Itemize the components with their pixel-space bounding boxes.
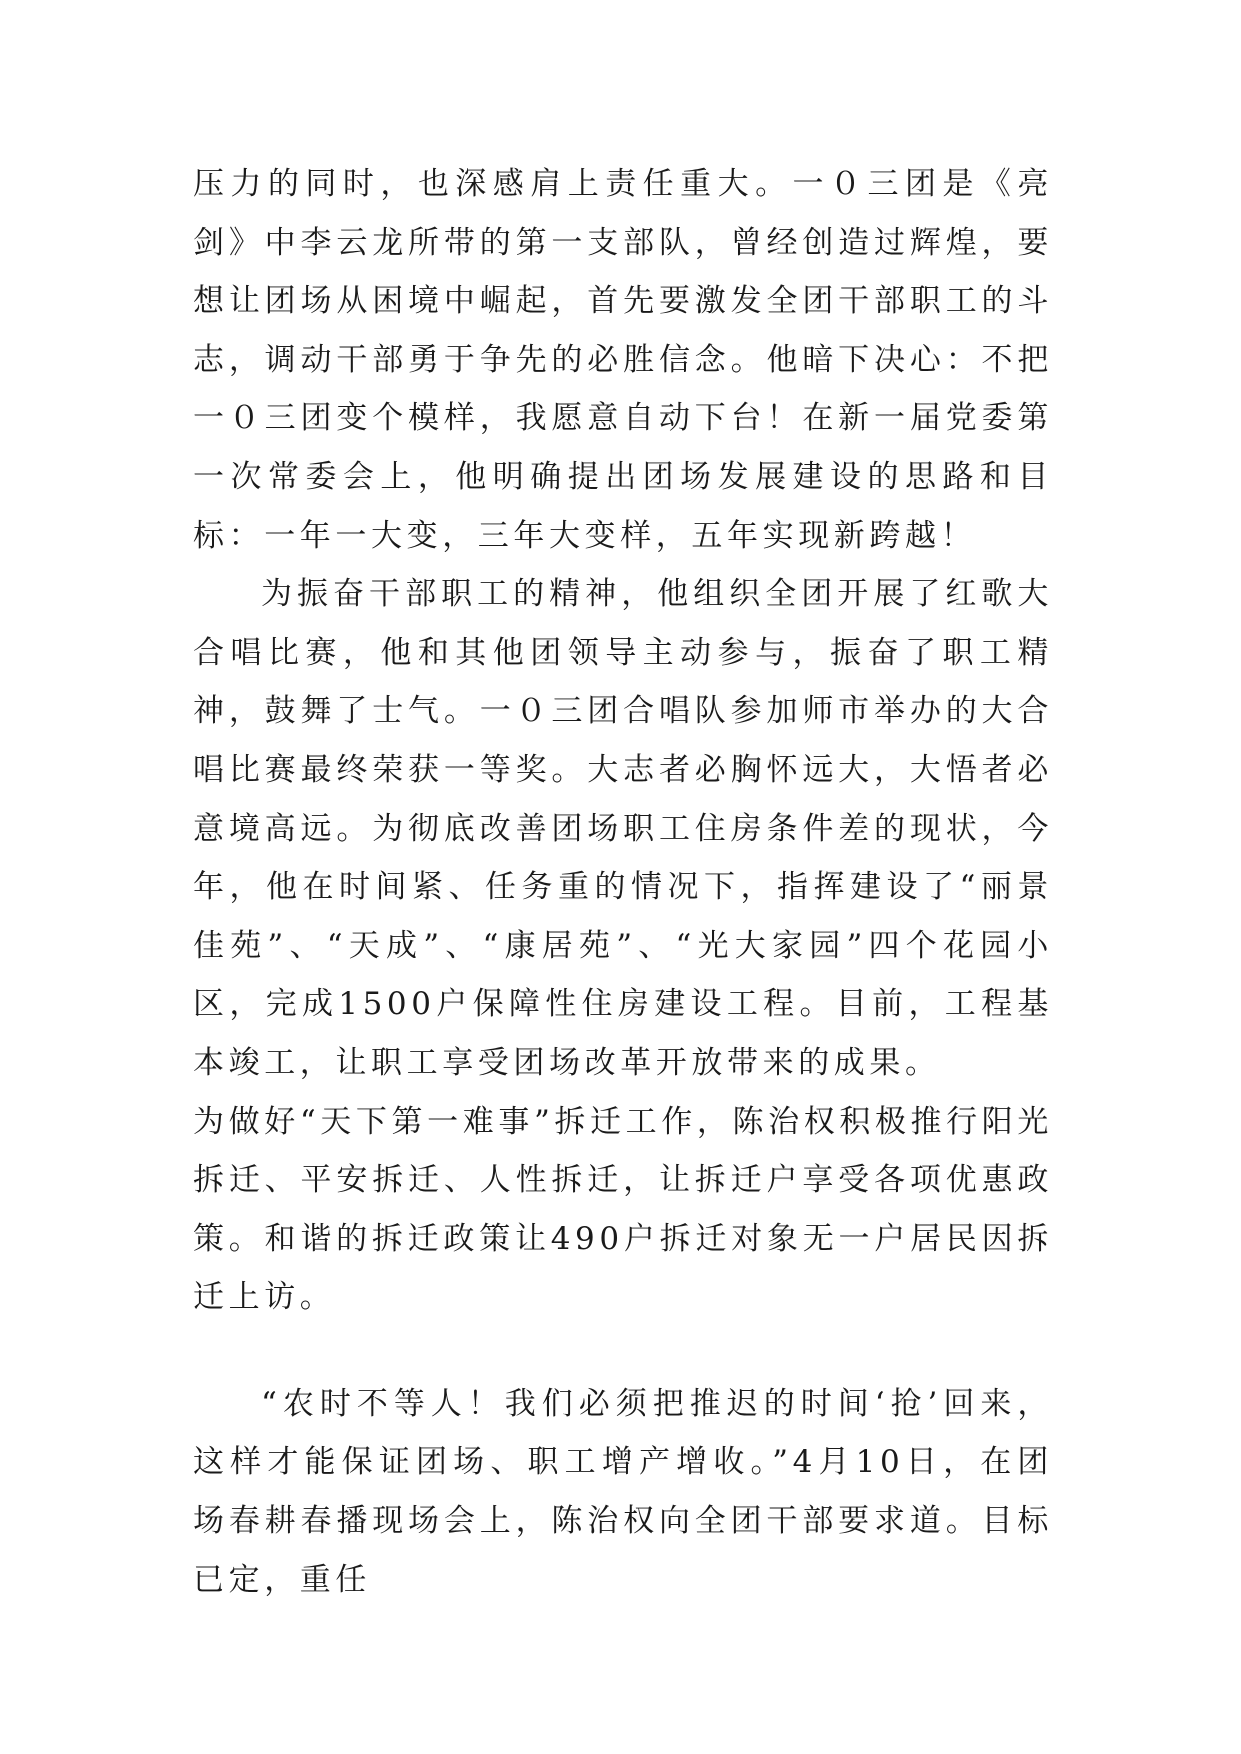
paragraph-continuation: 压力的同时，也深感肩上责任重大。一０三团是《亮剑》中李云龙所带的第一支部队，曾经创造过辉煌，要想让团场从困境中崛起，首先要激发全团干部职工的斗志，调动干部勇于争先的必胜信念。他暗下决心：不把一０三团变个模样，我愿意自动下台！在新一届党委第一次常委会上，他明确提出团场发展建设的思路和目标：一年一大变，三年大变样，五年实现新跨越！ <box>193 166 1053 554</box>
document-body <box>193 155 1053 1609</box>
paragraph-spacer <box>193 1327 1053 1375</box>
paragraph-red-song-contest: 为振奋干部职工的精神，他组织全团开展了红歌大合唱比赛，他和其他团领导主动参与，振奋了职工精神，鼓舞了士气。一０三团合唱队参加师市举办的大合唱比赛最终荣获一等奖。大志者必胸怀远大，大悟者必意境高远。为彻底改善团场职工住房条件差的现状，今年，他在时间紧、任务重的情况下，指挥建设了“丽景佳苑”、“天成”、“康居苑”、“光大家园”四个花园小区，完成1500户保障性住房建设工程。目前，工程基本竣工，让职工享受团场改革开放带来的成果。 <box>193 576 1053 1081</box>
paragraph-spring-farming: “农时不等人！我们必须把推迟的时间‘抢’回来，这样才能保证团场、职工增产增收。”4月10日，在团场春耕春播现场会上，陈治权向全团干部要求道。目标已定，重任 <box>193 1385 1053 1598</box>
paragraph-demolition: 为做好“天下第一难事”拆迁工作，陈治权积极推行阳光拆迁、平安拆迁、人性拆迁，让拆迁户享受各项优惠政策。和谐的拆迁政策让490户拆迁对象无一户居民因拆迁上访。 <box>193 1103 1053 1316</box>
